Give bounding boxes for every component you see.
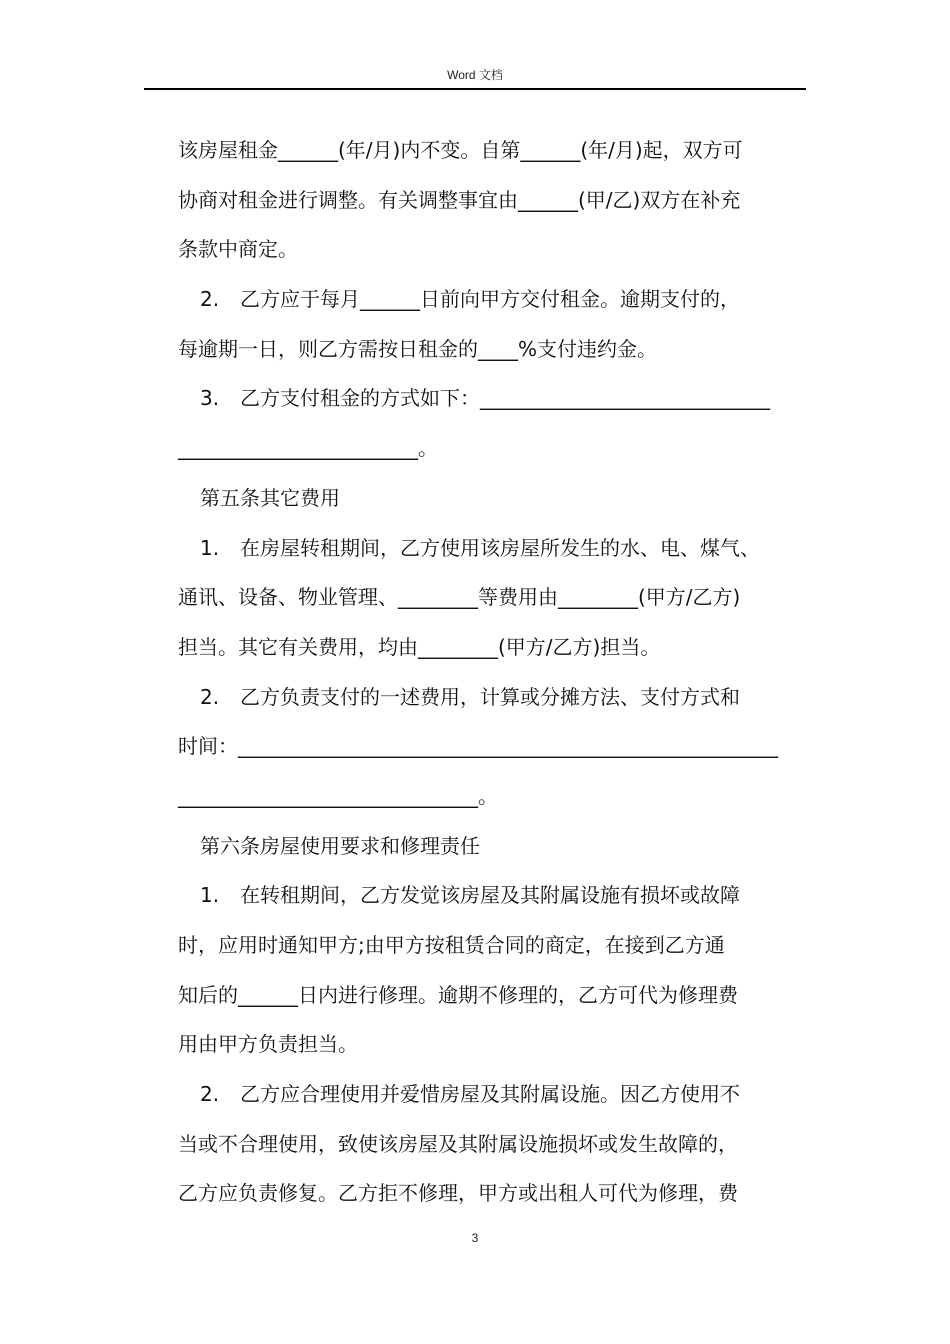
text-line <box>178 776 806 826</box>
line-text: 在房屋转租期间，乙方使用该房屋所发生的水、电、煤气、 <box>240 535 760 560</box>
text-line <box>178 577 806 627</box>
line-text: 乙方负责支付的一述费用，计算或分摊方法、支付方式和 <box>240 684 740 709</box>
text-line <box>178 677 806 727</box>
document-body <box>178 130 806 1223</box>
text-line <box>178 875 806 925</box>
line-text: ________________________。 <box>178 436 438 461</box>
header-title: Word 文档 <box>447 68 503 82</box>
line-text: 乙方应于每月______日前向甲方交付租金。逾期支付的， <box>240 287 740 312</box>
line-text: 担当。其它有关费用，均由________(甲方/乙方)担当。 <box>178 634 661 659</box>
text-line <box>178 1173 806 1223</box>
line-text: 协商对租金进行调整。有关调整事宜由______(甲/乙)双方在补充 <box>178 187 741 212</box>
page-number: 3 <box>471 1231 479 1245</box>
text-line <box>178 180 806 230</box>
line-text: 每逾期一日，则乙方需按日租金的____%支付违约金。 <box>178 336 658 361</box>
line-text: 当或不合理使用，致使该房屋及其附属设施损坏或发生故障的， <box>178 1131 738 1156</box>
list-number: 2. <box>200 684 220 709</box>
text-line <box>178 279 806 329</box>
text-line <box>178 329 806 379</box>
line-text: 通讯、设备、物业管理、________等费用由________(甲方/乙方) <box>178 585 741 610</box>
text-line <box>178 975 806 1025</box>
text-line <box>178 229 806 279</box>
text-line <box>178 378 806 428</box>
line-text: 时间：______________________________________________________ <box>178 734 778 759</box>
line-text: 第五条其它费用 <box>200 485 340 510</box>
text-line <box>178 478 806 528</box>
text-line <box>178 1124 806 1174</box>
line-text: 乙方应负责修复。乙方拒不修理，甲方或出租人可代为修理，费 <box>178 1181 738 1206</box>
text-line <box>178 925 806 975</box>
line-text: 乙方支付租金的方式如下：_____________________________ <box>240 386 770 411</box>
list-number: 3. <box>200 386 220 411</box>
line-text: 用由甲方负责担当。 <box>178 1032 358 1057</box>
text-line <box>178 1074 806 1124</box>
line-text: 该房屋租金______(年/月)内不变。自第______(年/月)起，双方可 <box>178 138 743 162</box>
line-text: 乙方应合理使用并爱惜房屋及其附属设施。因乙方使用不 <box>240 1082 740 1107</box>
text-line <box>178 627 806 677</box>
list-number: 2. <box>200 1082 220 1107</box>
text-line <box>178 528 806 578</box>
text-line <box>178 726 806 776</box>
text-line <box>178 1024 806 1074</box>
text-line <box>178 826 806 876</box>
line-text: 在转租期间，乙方发觉该房屋及其附属设施有损坏或故障 <box>240 883 740 908</box>
text-line <box>178 130 806 180</box>
header-rule <box>144 88 806 90</box>
line-text: 条款中商定。 <box>178 237 298 262</box>
list-number: 2. <box>200 287 220 312</box>
text-line <box>178 428 806 478</box>
line-text: 知后的______日内进行修理。逾期不修理的，乙方可代为修理费 <box>178 982 738 1007</box>
line-text: ______________________________。 <box>178 783 498 808</box>
list-number: 1. <box>200 883 220 908</box>
line-text: 时，应用时通知甲方;由甲方按租赁合同的商定，在接到乙方通 <box>178 933 725 957</box>
line-text: 第六条房屋使用要求和修理责任 <box>200 833 480 858</box>
list-number: 1. <box>200 535 220 560</box>
